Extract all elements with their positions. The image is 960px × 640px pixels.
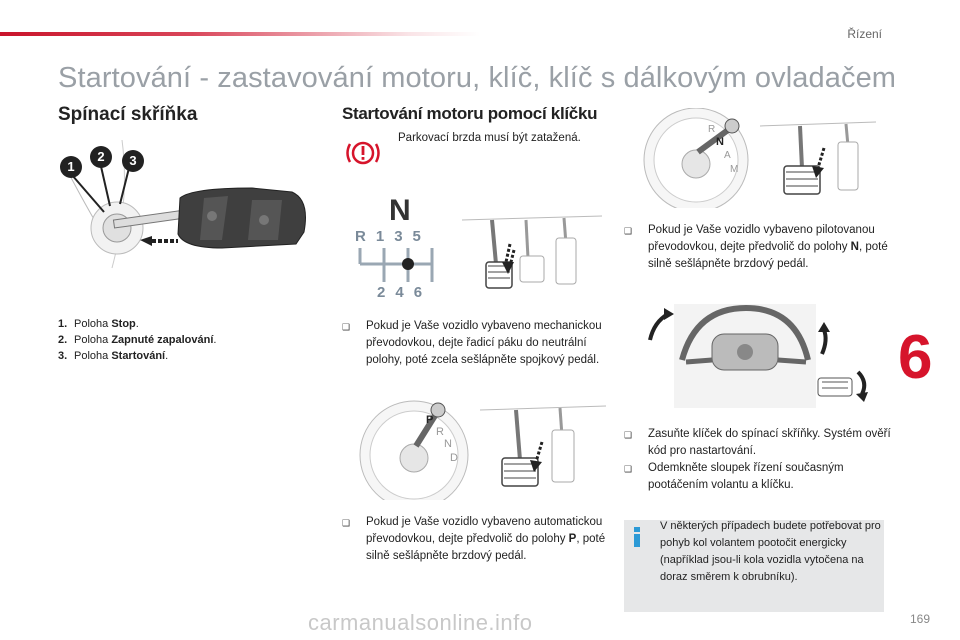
manual-gearbox-instruction: ❑ Pokud je Vaše vozidlo vybaveno mechanickou převodovkou, dejte řadicí páku do neutrální polohy, poté zcela sešlápněte spojkový pedál. bbox=[342, 320, 602, 366]
selector-label-d: D bbox=[450, 452, 458, 464]
unlock-steering-instruction: ❑ Odemkněte sloupek řízení současným pootáčením volantu a klíčku. bbox=[624, 462, 844, 491]
selector-label-p: P bbox=[426, 414, 434, 426]
brake-pedal-illustration-pilot bbox=[760, 116, 880, 200]
brake-warning-icon bbox=[344, 138, 382, 168]
gear-shift-pattern bbox=[356, 246, 438, 284]
automatic-selector-illustration bbox=[358, 400, 470, 500]
pilot-gearbox-instruction: ❑ Pokud je Vaše vozidlo vybaveno pilotovanou převodovkou, dejte předvolič do polohy N, poté silně sešlápněte brzdový pedál. bbox=[624, 224, 888, 270]
selector-label-r: R bbox=[708, 124, 716, 135]
callout-badge-1: 1 bbox=[60, 156, 82, 178]
steering-wheel-illustration bbox=[646, 300, 876, 408]
automatic-gearbox-instruction: ❑ Pokud je Vaše vozidlo vybaveno automatickou převodovkou, dejte předvolič do polohy P, poté silně sešlápněte brzdový pedál. bbox=[342, 516, 606, 562]
info-box-text: V některých případech budete potřebovat pro pohyb kol volantem pootočit energicky (například jsou-li kola vozidla vytočena na doraz směrem k obrubníku). bbox=[660, 520, 881, 583]
selector-label-r: R bbox=[436, 426, 444, 438]
header-accent-line bbox=[0, 32, 480, 36]
gear-top-labels: R135 bbox=[355, 228, 431, 245]
brake-pedal-illustration-auto bbox=[480, 404, 612, 492]
section-heading-key-start: Startování motoru pomocí klíčku bbox=[342, 104, 598, 123]
list-item: 1. Poloha Stop. bbox=[58, 318, 139, 330]
ignition-positions-list bbox=[58, 316, 216, 364]
callout-badge-2: 2 bbox=[90, 146, 112, 168]
selector-label-a: A bbox=[724, 150, 731, 161]
selector-label-m: M bbox=[730, 164, 739, 175]
chapter-number: 6 bbox=[898, 323, 933, 392]
checkbox-bullet-icon: ❑ bbox=[624, 431, 633, 441]
page-title: Startování - zastavování motoru, klíč, klíč s dálkovým ovladačem bbox=[58, 62, 897, 94]
gear-bottom-labels: 246 bbox=[377, 284, 433, 301]
selector-label-n: N bbox=[716, 136, 724, 148]
list-item: 2. Poloha Zapnuté zapalování. bbox=[58, 334, 217, 346]
gear-letter-neutral: N bbox=[389, 194, 411, 227]
insert-key-instruction: ❑ Zasuňte klíček do spínací skříňky. Systém ověří kód pro nastartování. bbox=[624, 428, 891, 457]
page-number: 169 bbox=[909, 612, 930, 626]
callout-badge-3: 3 bbox=[122, 150, 144, 172]
checkbox-bullet-icon: ❑ bbox=[342, 323, 351, 333]
watermark: carmanualsonline.info bbox=[308, 610, 533, 635]
selector-label-n: N bbox=[444, 438, 452, 450]
checkbox-bullet-icon: ❑ bbox=[624, 227, 633, 237]
checkbox-bullet-icon: ❑ bbox=[624, 465, 633, 475]
list-item: 3. Poloha Startování. bbox=[58, 350, 169, 362]
info-icon bbox=[628, 526, 646, 548]
parking-brake-note: Parkovací brzda musí být zatažená. bbox=[398, 132, 581, 144]
clutch-pedal-illustration bbox=[462, 214, 612, 292]
checkbox-bullet-icon: ❑ bbox=[342, 519, 351, 529]
chapter-title: Řízení bbox=[847, 27, 882, 41]
section-heading-ignition-switch: Spínací skříňka bbox=[58, 104, 198, 125]
pilot-selector-illustration bbox=[640, 108, 752, 208]
